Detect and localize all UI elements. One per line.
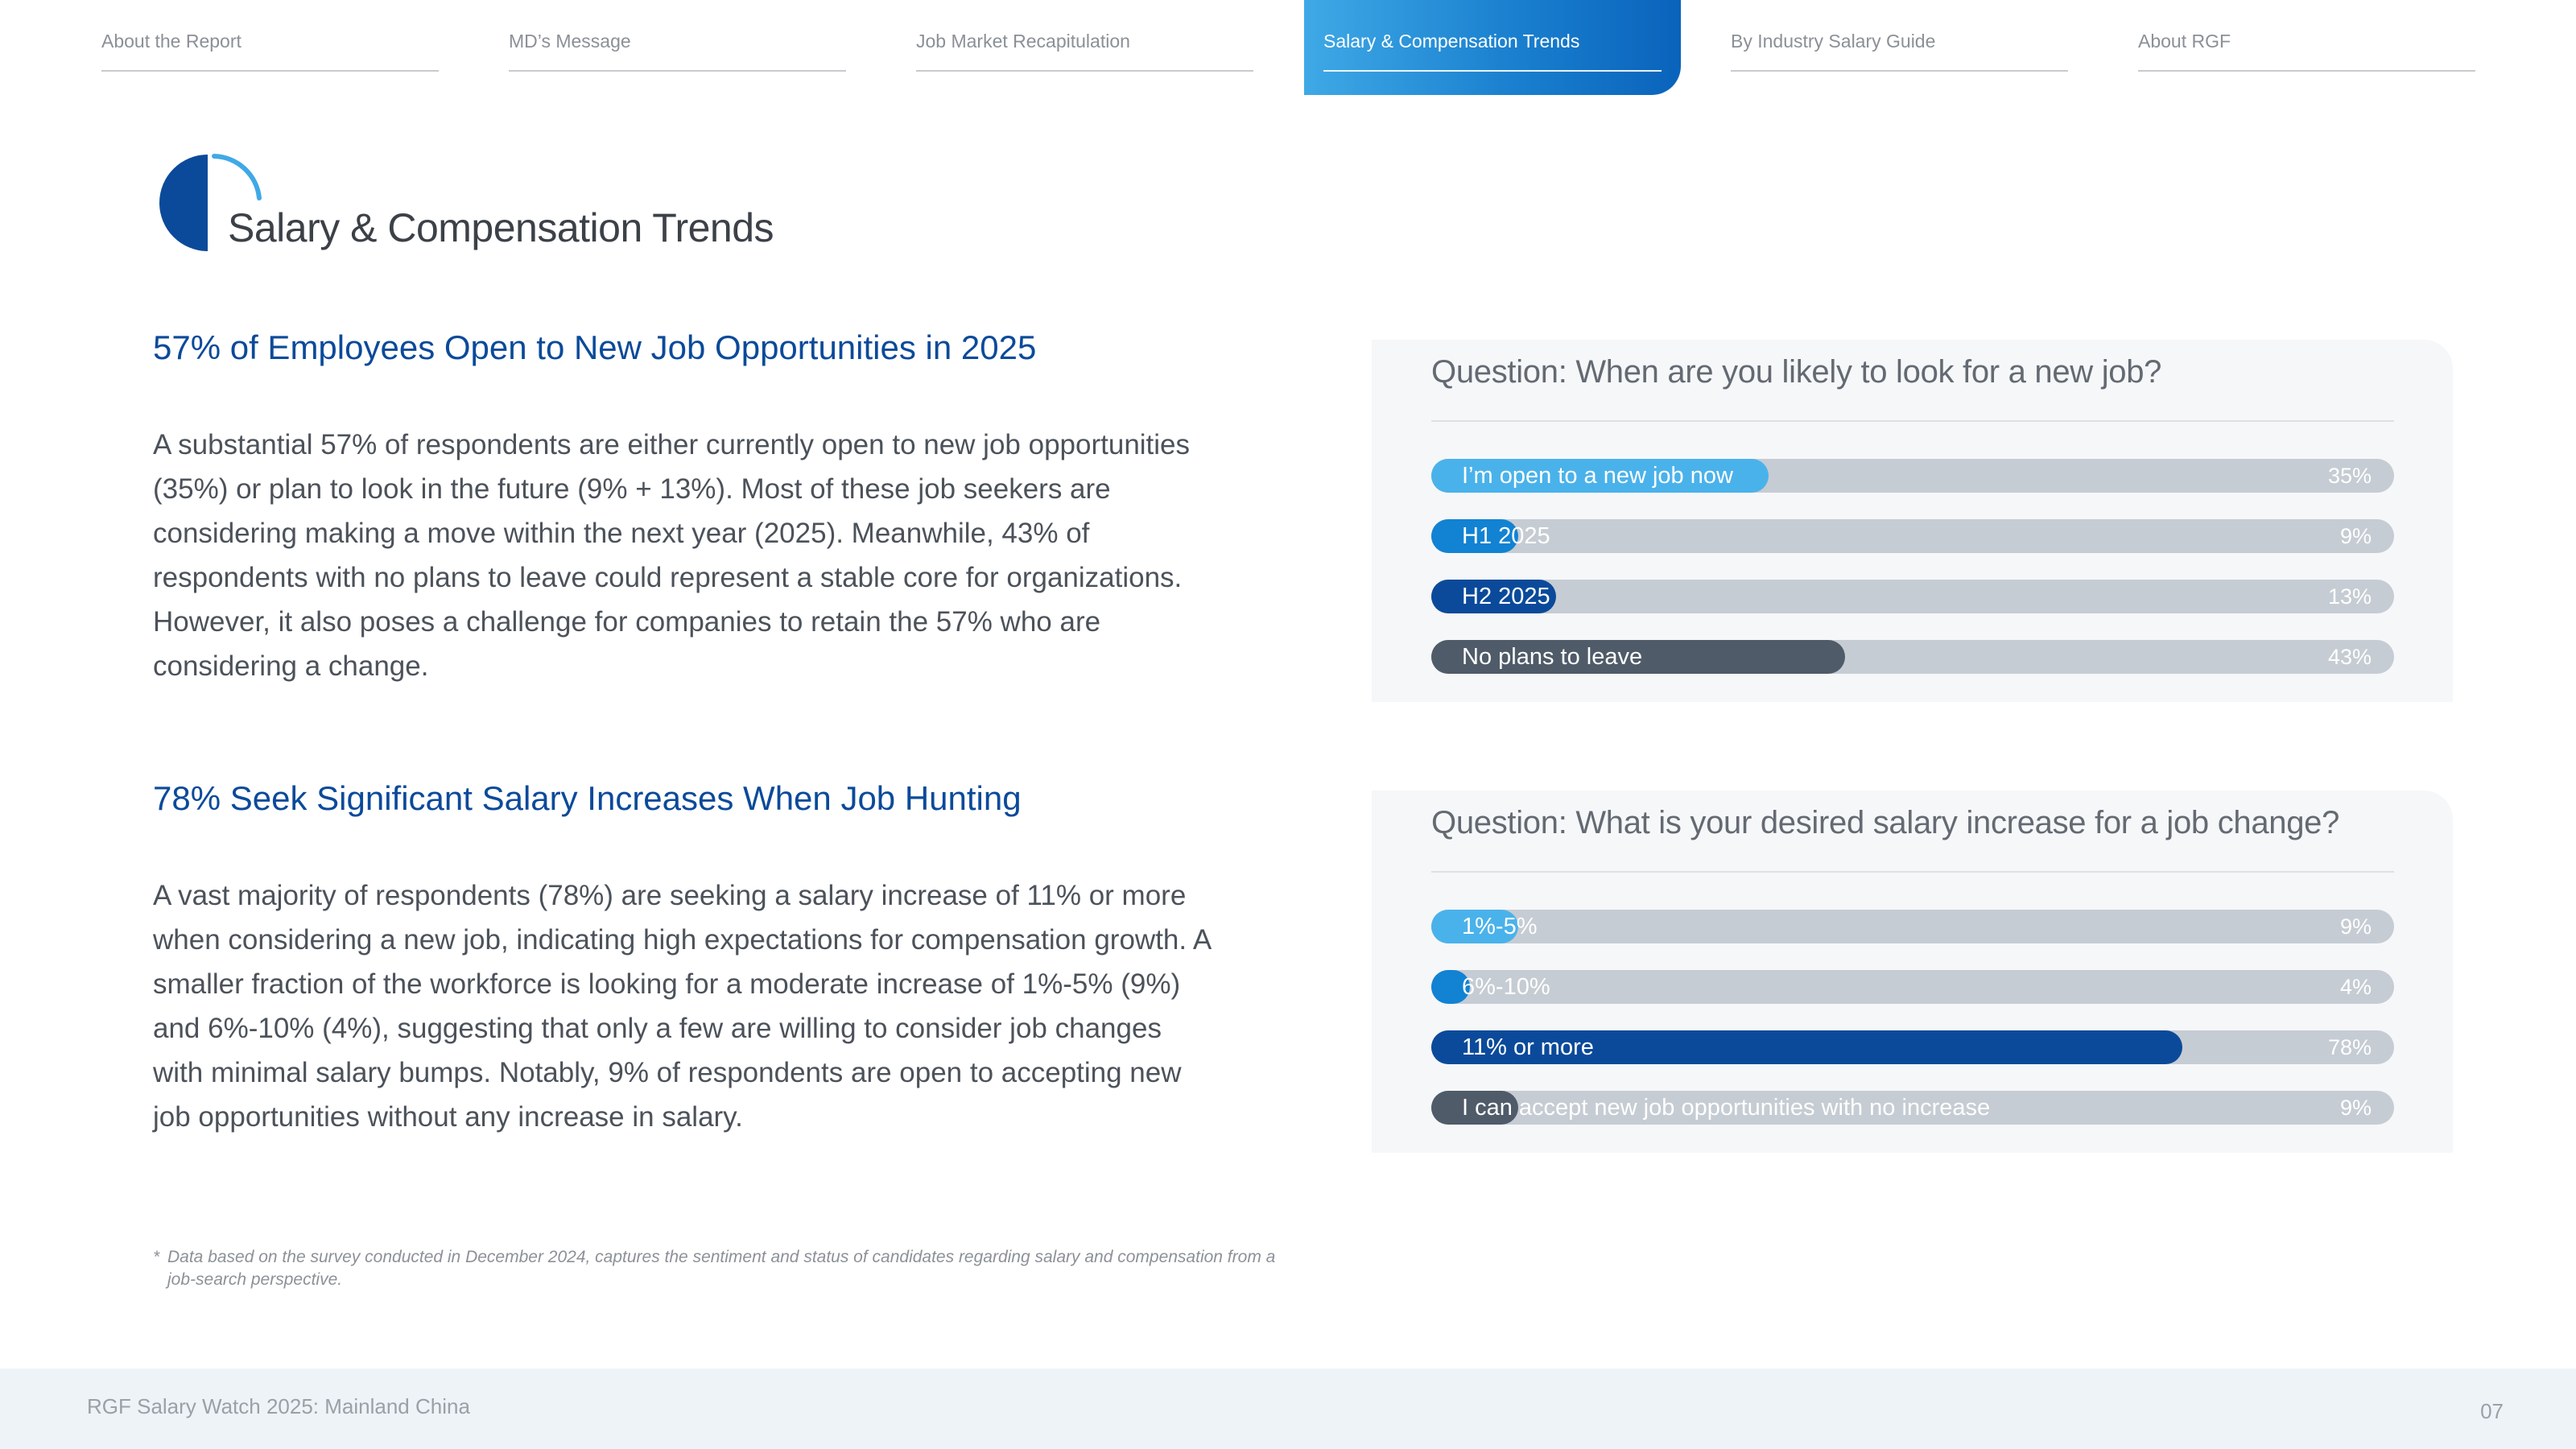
bar-value: 13% [2327, 584, 2372, 609]
bar-label: 1%-5% [1462, 914, 1538, 939]
nav-tab-about-the-report[interactable] [101, 0, 439, 95]
bar-value: 35% [2327, 464, 2372, 488]
panel-divider [1431, 420, 2394, 422]
bar-value: 78% [2327, 1035, 2372, 1059]
bar-no-plans-to-leave [1431, 640, 2394, 674]
nav-tab-label: About RGF [2138, 31, 2231, 52]
panel-divider [1431, 871, 2394, 873]
nav-tab-underline [1731, 70, 2068, 72]
bar-value: 43% [2327, 645, 2372, 669]
footer-title: RGF Salary Watch 2025: Mainland China [87, 1394, 470, 1418]
page-title: Salary & Compensation Trends [228, 205, 774, 250]
nav-tab-salary-compensation-trends[interactable] [1304, 0, 1681, 95]
bar-label: H2 2025 [1462, 584, 1550, 609]
bar-value: 9% [2339, 914, 2372, 939]
bar-value: 4% [2339, 975, 2372, 999]
nav-tab-underline [2138, 70, 2475, 72]
section-body-salary-increases: A vast majority of respondents (78%) are seeking a salary increase of 11% or more when considering a new job, indicating high expectations for compensation growth. A smaller fraction of the workforce is looking for a moderate increase of 1%-5% (9%) and 6%-10% (4%), suggesting that only a few are willing to consider job changes with minimal salary bumps. Notably, 9% of respondents are open to accepting new job opportunities without any increase in salary. [153, 880, 1211, 1133]
bar-label: H1 2025 [1462, 523, 1550, 549]
bar-no-increase [1431, 1091, 2394, 1125]
nav-tab-about-rgf[interactable] [2138, 0, 2475, 95]
nav-tab-mds-message[interactable] [509, 0, 846, 95]
question-panel-salary-increase [1372, 791, 2453, 1153]
nav-tab-underline [509, 70, 846, 72]
section-title-job-opportunities: 57% of Employees Open to New Job Opportunities in 2025 [153, 328, 1037, 366]
bar-open-now [1431, 459, 2394, 493]
bar-label: 6%-10% [1462, 974, 1550, 1000]
nav-tab-label: MD’s Message [509, 31, 631, 52]
nav-tab-underline [101, 70, 439, 72]
nav-tab-job-market-recapitulation[interactable] [916, 0, 1253, 95]
bar-label: I can accept new job opportunities with no increase [1462, 1095, 1991, 1121]
page-number: 07 [2480, 1399, 2504, 1423]
section-title-salary-increases: 78% Seek Significant Salary Increases When Job Hunting [153, 779, 1022, 817]
bar-value: 9% [2339, 1096, 2372, 1120]
top-navigation [0, 0, 2576, 95]
nav-tab-label: Job Market Recapitulation [916, 31, 1130, 52]
nav-tab-label: Salary & Compensation Trends [1323, 31, 1580, 52]
section-body-job-opportunities: A substantial 57% of respondents are either currently open to new job opportunities (35%) or plan to look in the future (9% + 13%). Most of these job seekers are considering making a move within the next year (2025). Meanwhile, 43% of respondents with no plans to leave could represent a stable core for organizations. However, it also poses a challenge for companies to retain the 57% who are considering a change. [153, 429, 1191, 682]
panel-question: Question: What is your desired salary increase for a job change? [1431, 805, 2340, 840]
footnote-text: Data based on the survey conducted in December 2024, captures the sentiment and status of candidates regarding salary and compensation from a job-search perspective. [167, 1248, 1276, 1289]
bar-label: 11% or more [1462, 1034, 1594, 1060]
bar-h2-2025 [1431, 580, 2394, 613]
panel-question: Question: When are you likely to look for a new job? [1431, 354, 2162, 390]
bar-11-percent-or-more [1431, 1030, 2394, 1064]
survey-footnote [153, 1246, 1280, 1291]
nav-tab-by-industry-salary-guide[interactable] [1731, 0, 2068, 95]
nav-tab-underline [1323, 70, 1662, 72]
bar-label: I’m open to a new job now [1462, 463, 1733, 489]
bar-h1-2025 [1431, 519, 2394, 553]
nav-tab-underline [916, 70, 1253, 72]
bar-value: 9% [2339, 524, 2372, 548]
question-panel-job-timing [1372, 340, 2453, 702]
page-footer [0, 1368, 2576, 1449]
nav-tab-label: By Industry Salary Guide [1731, 31, 1936, 52]
footnote-marker: * [153, 1248, 160, 1266]
nav-tab-label: About the Report [101, 31, 242, 52]
bar-1-5-percent [1431, 910, 2394, 943]
bar-label: No plans to leave [1462, 644, 1643, 670]
bar-6-10-percent [1431, 970, 2394, 1004]
